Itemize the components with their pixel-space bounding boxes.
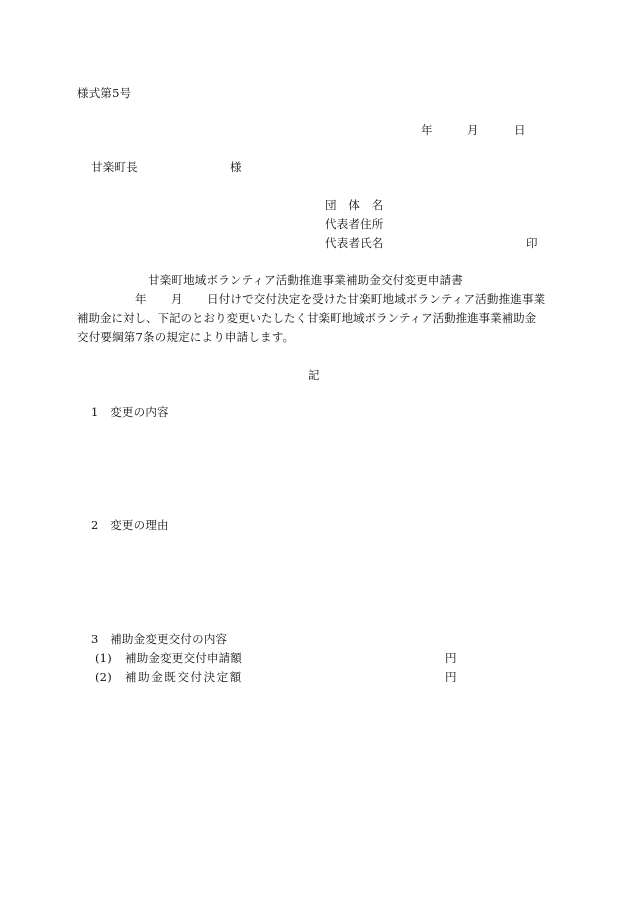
date-month: 月 <box>467 123 479 137</box>
body-month: 月 <box>171 292 183 306</box>
body-line-2: 補助金に対し、下記のとおり変更いたしたく甘楽町地域ボランティア活動推進事業補助金 <box>77 311 537 325</box>
section-change-content: 1 変更の内容 <box>91 405 169 419</box>
body-line-1: 日付けで交付決定を受けた甘楽町地域ボランティア活動推進事業 <box>207 292 546 306</box>
date-year: 年 <box>421 123 433 137</box>
item-2-number: (2) <box>95 670 112 684</box>
group-name-label: 団 体 名 <box>325 198 384 212</box>
section-change-reason: 2 変更の理由 <box>91 518 169 532</box>
form-number: 様式第5号 <box>77 86 132 100</box>
date-day: 日 <box>514 123 526 137</box>
item-1-unit: 円 <box>445 651 457 665</box>
item-1-number: (1) <box>95 651 112 665</box>
addressee-name: 甘楽町長 <box>91 160 138 174</box>
item-2-label: 補助金既交付決定額 <box>125 670 243 684</box>
ki-heading: 記 <box>308 368 320 382</box>
section-grant-change: 3 補助金変更交付の内容 <box>91 632 228 646</box>
item-1-label: 補助金変更交付申請額 <box>125 651 242 665</box>
body-year: 年 <box>135 292 147 306</box>
seal-mark: 印 <box>526 236 538 250</box>
representative-name-label: 代表者氏名 <box>325 236 384 250</box>
representative-address-label: 代表者住所 <box>325 217 384 231</box>
body-line-3: 交付要綱第7条の規定により申請します。 <box>77 330 295 344</box>
item-2-unit: 円 <box>445 670 457 684</box>
document-title: 甘楽町地域ボランティア活動推進事業補助金交付変更申請書 <box>148 273 463 287</box>
addressee-honorific: 様 <box>230 160 242 174</box>
